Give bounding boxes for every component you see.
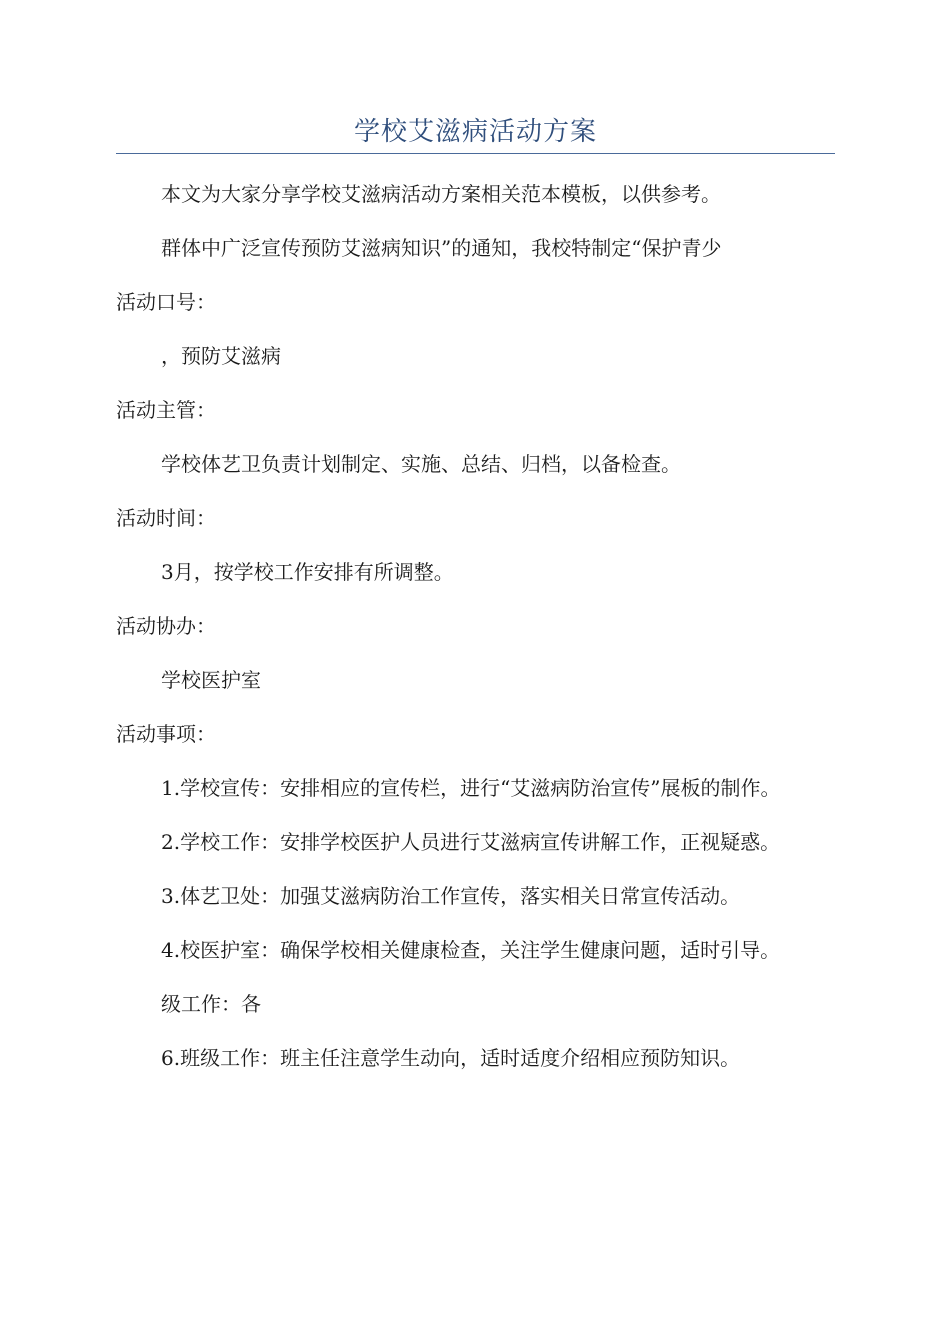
title-underline bbox=[116, 153, 835, 154]
activity-item-2: 2.学校工作：安排学校医护人员进行艾滋病宣传讲解工作，正视疑惑。 bbox=[161, 830, 781, 854]
activity-item-3: 3.体艺卫处：加强艾滋病防治工作宣传，落实相关日常宣传活动。 bbox=[161, 884, 741, 908]
paragraph-co-organizer: 学校医护室 bbox=[161, 668, 261, 692]
heading-co-organizer: 活动协办： bbox=[116, 614, 216, 638]
document-title: 学校艾滋病活动方案 bbox=[353, 117, 597, 147]
paragraph-supervisor: 学校体艺卫负责计划制定、实施、总结、归档，以备检查。 bbox=[161, 452, 681, 476]
activity-item-6: 6.班级工作：班主任注意学生动向，适时适度介绍相应预防知识。 bbox=[161, 1046, 741, 1070]
paragraph-notice: 群体中广泛宣传预防艾滋病知识”的通知，我校特制定“保护青少 bbox=[161, 236, 722, 260]
activity-item-4: 4.校医护室：确保学校相关健康检查，关注学生健康问题，适时引导。 bbox=[161, 938, 781, 962]
paragraph-slogan: ，预防艾滋病 bbox=[161, 344, 281, 368]
paragraph-intro: 本文为大家分享学校艾滋病活动方案相关范本模板，以供参考。 bbox=[161, 182, 721, 206]
heading-time: 活动时间： bbox=[116, 506, 216, 530]
heading-supervisor: 活动主管： bbox=[116, 398, 216, 422]
activity-item-1: 1.学校宣传：安排相应的宣传栏，进行“艾滋病防治宣传”展板的制作。 bbox=[161, 776, 781, 800]
heading-activities: 活动事项： bbox=[116, 722, 216, 746]
activity-item-5: 级工作：各 bbox=[161, 992, 261, 1016]
heading-slogan: 活动口号： bbox=[116, 290, 216, 314]
document-body bbox=[116, 176, 835, 1094]
paragraph-time: 3月，按学校工作安排有所调整。 bbox=[161, 560, 454, 584]
